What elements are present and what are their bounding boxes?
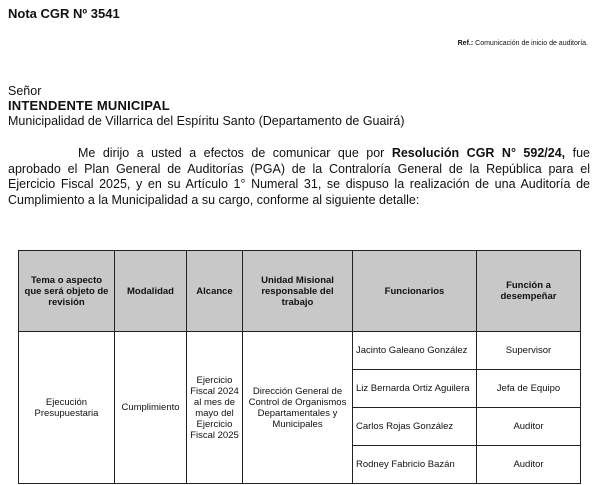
cell-alcance: Ejercicio Fiscal 2024 al mes de mayo del Ejercicio Fiscal 2025 [187, 332, 243, 484]
header-modalidad: Modalidad [115, 251, 187, 332]
table-row [19, 332, 581, 370]
header-alcance: Alcance [187, 251, 243, 332]
cell-funcion: Auditor [477, 408, 581, 446]
body-paragraph-start: Me dirijo a usted a efectos de comunicar que por [78, 146, 392, 160]
cell-modalidad: Cumplimiento [115, 332, 187, 484]
cell-funcion: Supervisor [477, 332, 581, 370]
cell-tema: Ejecución Presupuestaria [19, 332, 115, 484]
header-unidad: Unidad Misional responsable del trabajo [243, 251, 353, 332]
cell-funcionario: Liz Bernarda Ortiz Aguilera [353, 370, 477, 408]
body-paragraph-rest: fue aprobado el Plan General de Auditorías (PGA) de la Contraloría General de la República para el Ejercicio Fiscal 2025, y en su Artículo 1° Numeral 31, se dispuso la realización de una Auditoría de Cumplimiento a la Municipalidad a su cargo, conforme al siguiente detalle: [8, 146, 590, 207]
salutation: Señor [8, 84, 42, 98]
addressee-title: INTENDENTE MUNICIPAL [8, 98, 170, 113]
cell-funcion: Auditor [477, 446, 581, 484]
cell-funcionario: Rodney Fabricio Bazán [353, 446, 477, 484]
addressee-institution: Municipalidad de Villarrica del Espíritu Santo (Departamento de Guairá) [8, 114, 405, 128]
resolution-reference: Resolución CGR N° 592/24, [391, 146, 566, 160]
body-paragraph [8, 146, 590, 208]
audit-detail-table [18, 250, 581, 484]
header-tema: Tema o aspecto que será objeto de revisión [19, 251, 115, 332]
reference-text: Comunicación de inicio de auditoría. [475, 40, 588, 47]
cell-funcion: Jefa de Equipo [477, 370, 581, 408]
reference-line [458, 40, 588, 47]
note-number: Nota CGR Nº 3541 [8, 6, 120, 21]
reference-label: Ref.: [457, 40, 474, 47]
cell-funcionario: Jacinto Galeano González [353, 332, 477, 370]
header-funcion: Función a desempeñar [477, 251, 581, 332]
cell-funcionario: Carlos Rojas González [353, 408, 477, 446]
table-header-row [19, 251, 581, 332]
cell-unidad: Dirección General de Control de Organismos Departamentales y Municipales [243, 332, 353, 484]
header-funcionarios: Funcionarios [353, 251, 477, 332]
